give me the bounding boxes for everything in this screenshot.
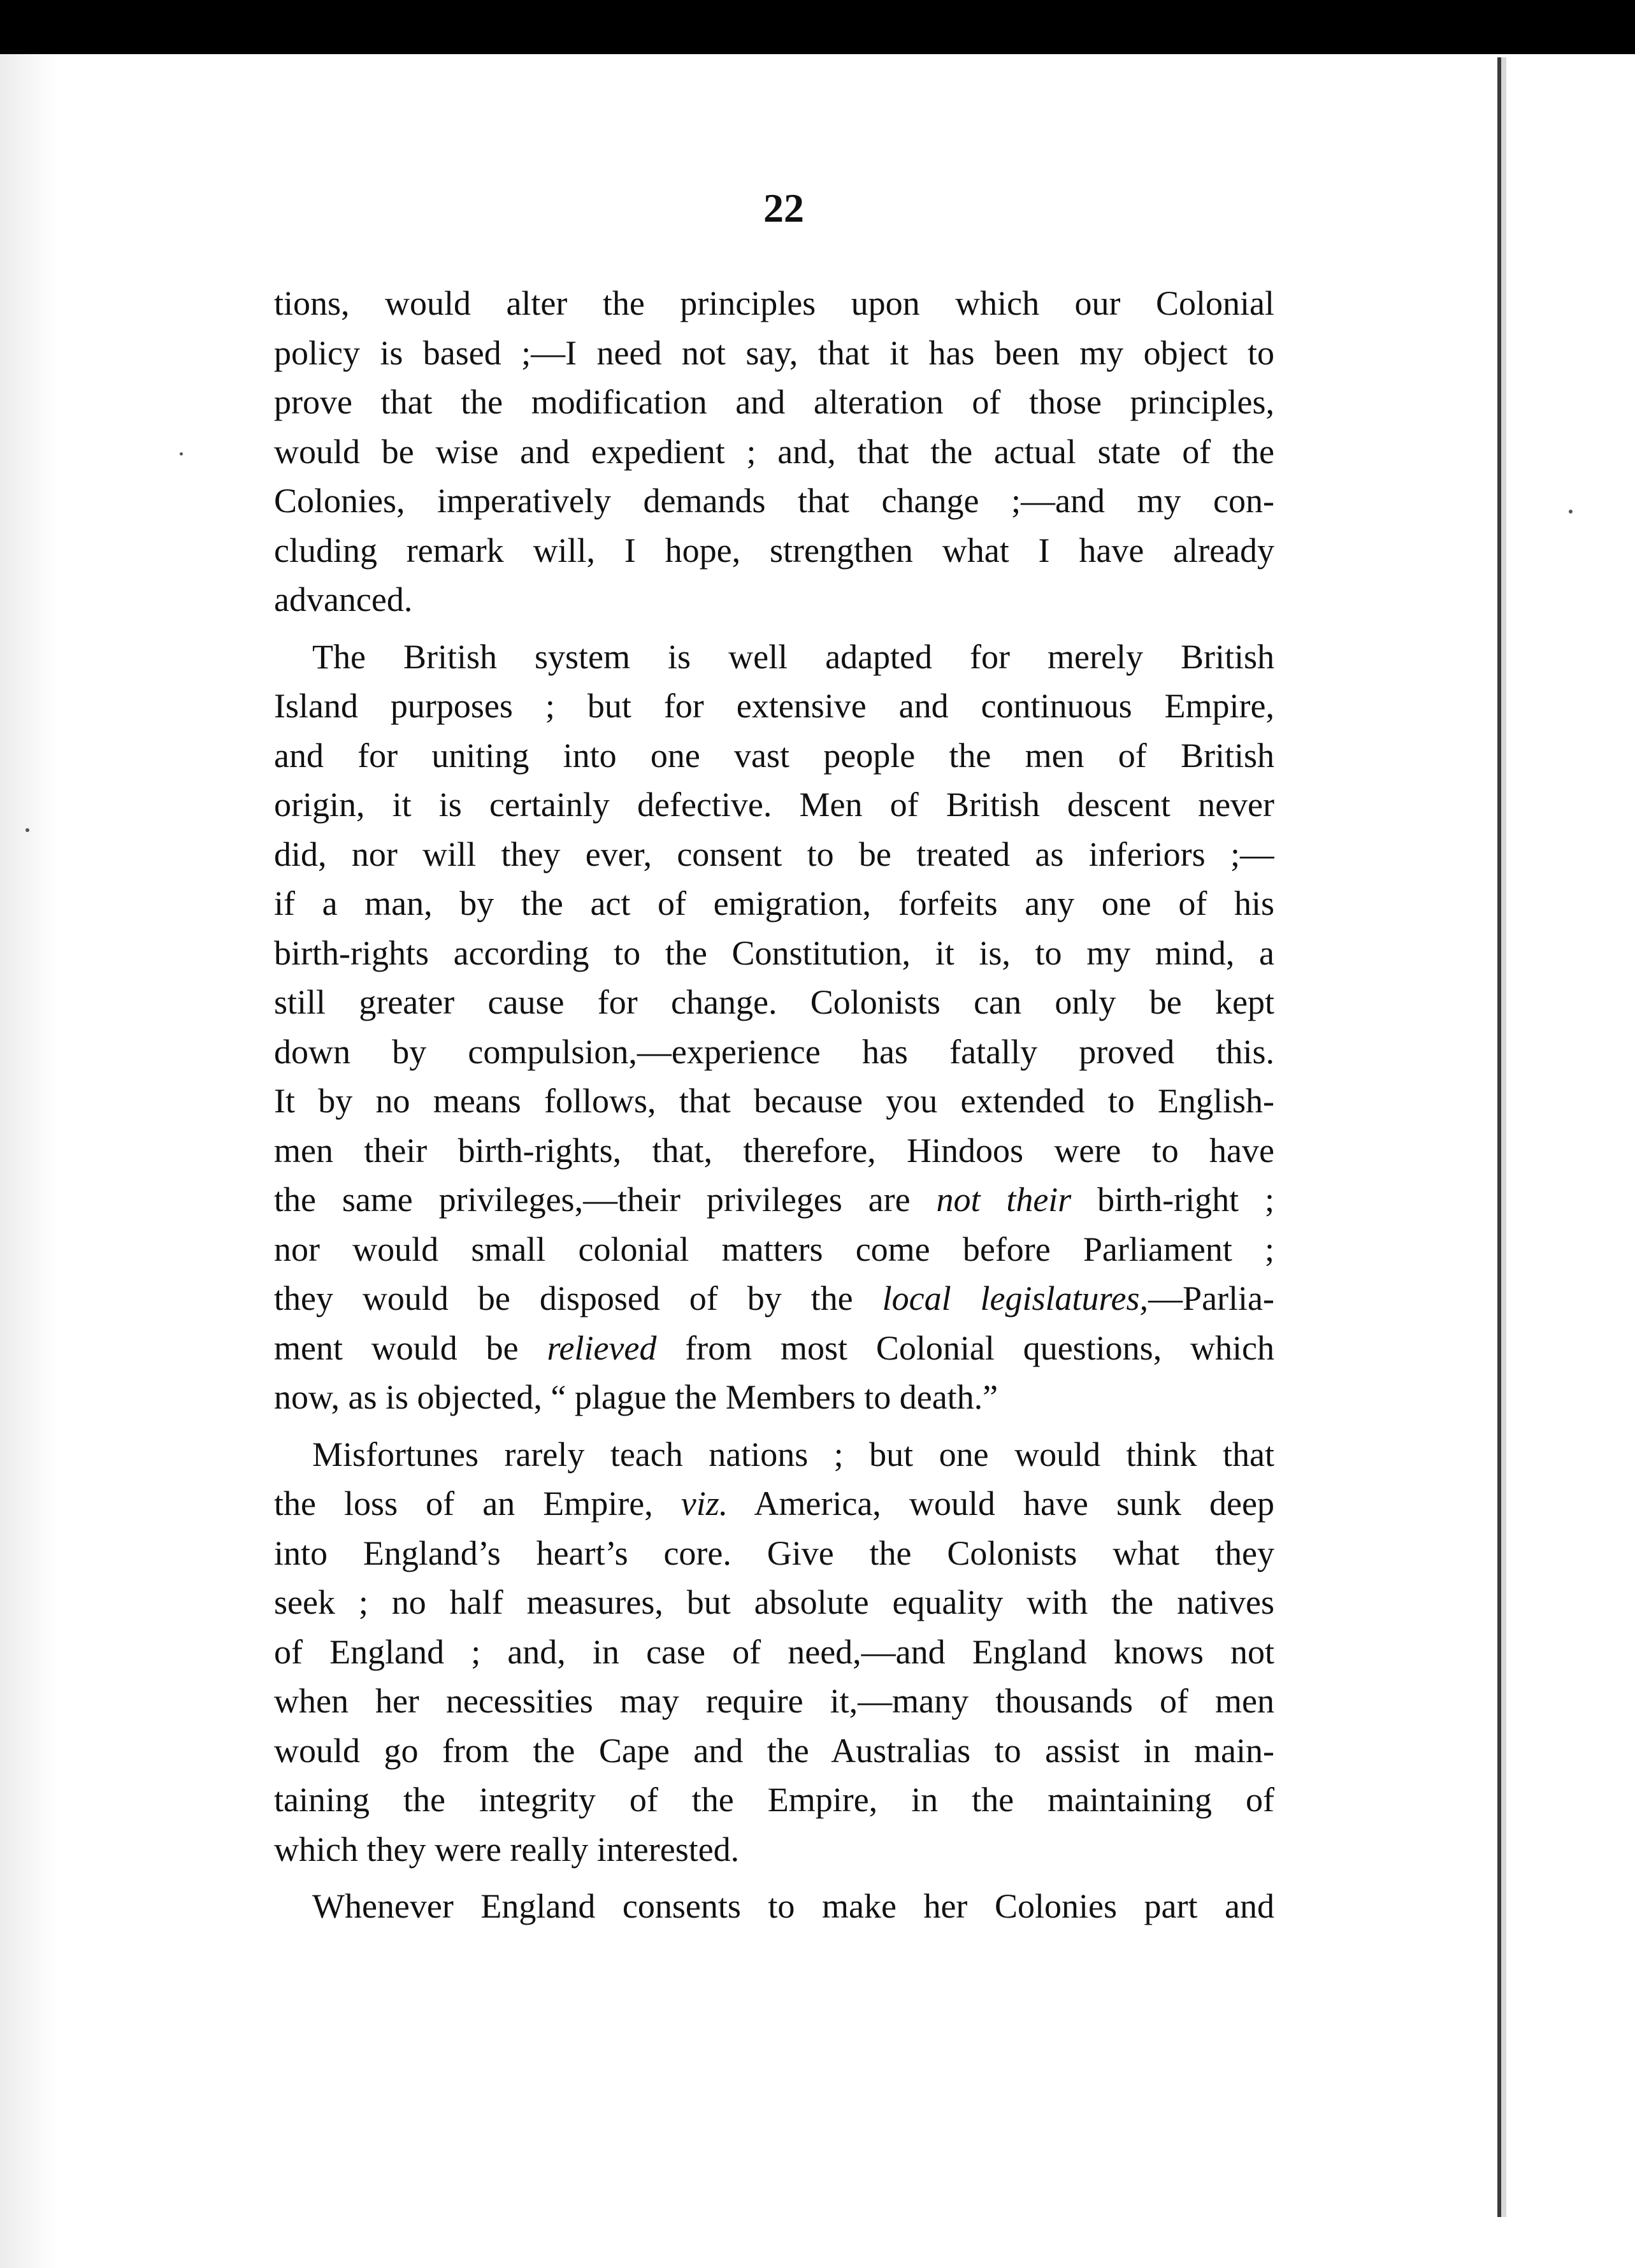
text-line: policy is based ;—I need not say, that it has been my object to: [274, 333, 1274, 372]
page-number: 22: [763, 185, 804, 231]
text-line: when her necessities may require it,—many thousands of men: [274, 1682, 1274, 1720]
text-line: seek ; no half measures, but absolute equality with the natives: [274, 1583, 1274, 1621]
text-line: The British system is well adapted for merely British: [312, 637, 1274, 676]
text-line: now, as is objected, “ plague the Members to death.”: [274, 1378, 998, 1416]
text-line: would be wise and expedient ; and, that the actual state of the: [274, 432, 1274, 471]
scan-speck: [25, 828, 29, 832]
text-line: did, nor will they ever, consent to be treated as inferiors ;—: [274, 835, 1274, 873]
text-line: advanced.: [274, 580, 413, 619]
text-line: taining the integrity of the Empire, in the maintaining of: [274, 1781, 1274, 1819]
text-line: birth-rights according to the Constitution, it is, to my mind, a: [274, 933, 1274, 972]
text-line: and for uniting into one vast people the men of British: [274, 736, 1274, 775]
text-line: of England ; and, in case of need,—and England knows not: [274, 1632, 1274, 1671]
text-line: into England’s heart’s core. Give the Colonists what they: [274, 1533, 1274, 1572]
text-line: cluding remark will, I hope, strengthen what I have already: [274, 531, 1274, 570]
text-line: Misfortunes rarely teach nations ; but one would think that: [312, 1435, 1274, 1474]
text-line: Island purposes ; but for extensive and continuous Empire,: [274, 687, 1274, 725]
scan-speck: [180, 452, 183, 456]
text-line: down by compulsion,—experience has fatally proved this.: [274, 1032, 1274, 1071]
text-line: still greater cause for change. Colonists can only be kept: [274, 983, 1274, 1021]
text-line: they would be disposed of by the local legislatures,—Parlia-: [274, 1279, 1274, 1317]
text-line: which they were really interested.: [274, 1830, 740, 1869]
text-line: Colonies, imperatively demands that change ;—and my con-: [274, 482, 1274, 520]
text-line: tions, would alter the principles upon which our Colonial: [274, 284, 1274, 322]
text-line: ment would be relieved from most Colonial questions, which: [274, 1328, 1274, 1367]
text-line: nor would small colonial matters come before Parliament ;: [274, 1230, 1274, 1268]
text-line: Whenever England consents to make her Colonies part and: [312, 1887, 1274, 1925]
text-line: origin, it is certainly defective. Men of British descent never: [274, 786, 1274, 824]
adjacent-page-edge-light: [1501, 57, 1506, 2217]
text-line: men their birth-rights, that, therefore, Hindoos were to have: [274, 1131, 1274, 1170]
text-line: It by no means follows, that because you extended to English-: [274, 1082, 1274, 1120]
body-text: [274, 279, 1274, 1932]
text-line: if a man, by the act of emigration, forfeits any one of his: [274, 884, 1274, 922]
scan-speck: [1569, 510, 1573, 513]
text-line: prove that the modification and alteration of those principles,: [274, 383, 1274, 421]
text-line: the same privileges,—their privileges are not their birth-right ;: [274, 1181, 1274, 1219]
page-shadow: [0, 54, 57, 2268]
text-line: would go from the Cape and the Australias to assist in main-: [274, 1731, 1274, 1770]
text-line: the loss of an Empire, viz. America, would have sunk deep: [274, 1484, 1274, 1523]
